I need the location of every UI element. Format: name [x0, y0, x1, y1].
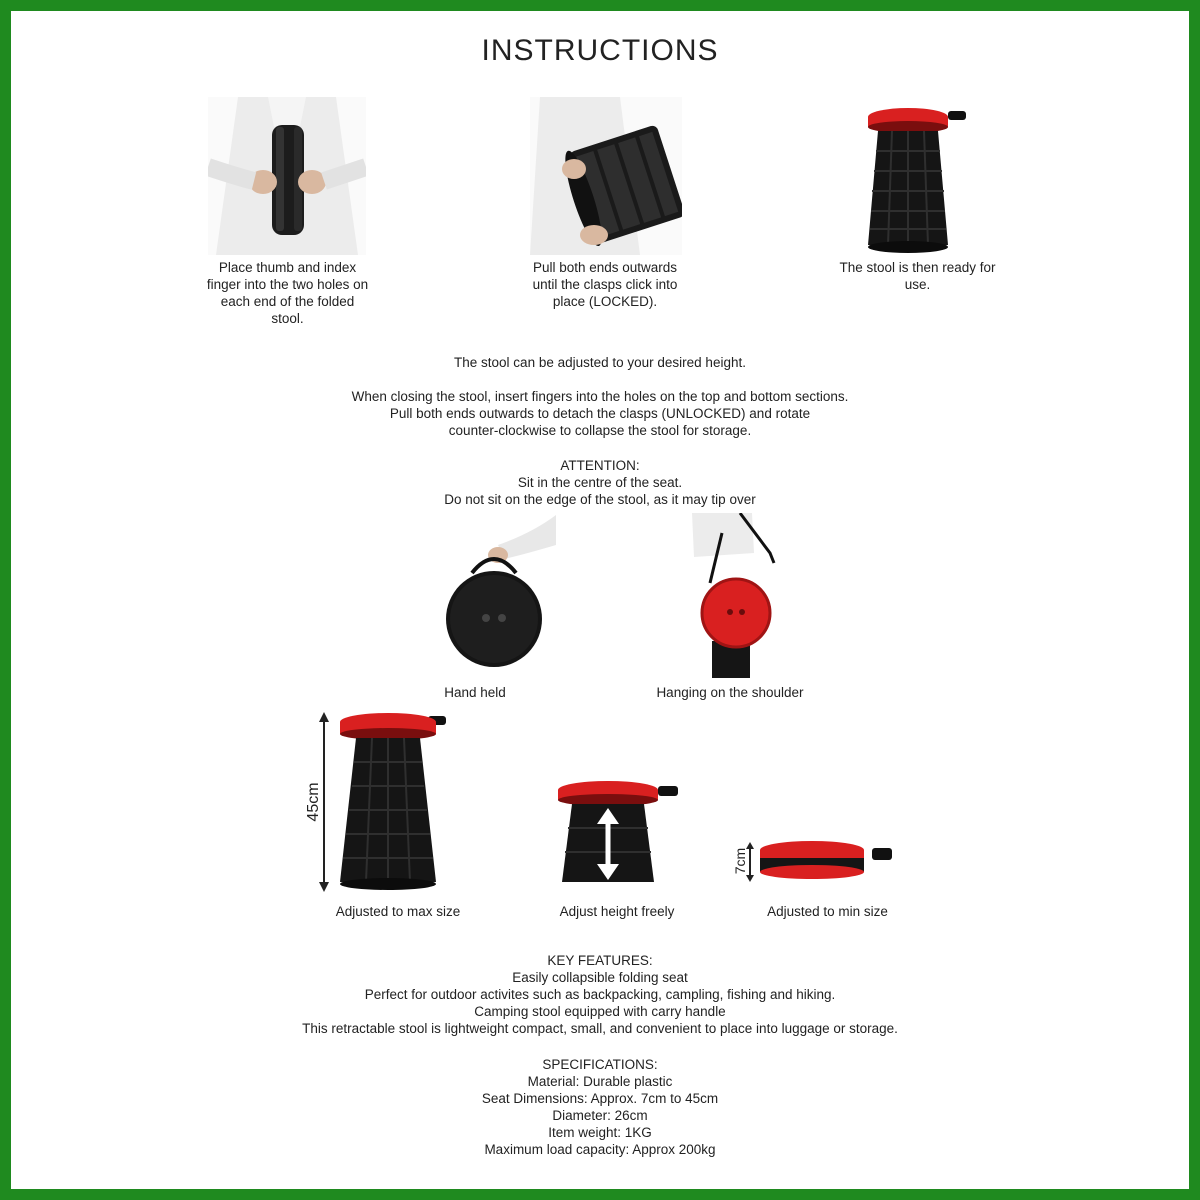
step-3-caption: The stool is then ready for use. [839, 260, 996, 292]
shoulder-photo [692, 513, 782, 678]
feature-item: Easily collapsible folding seat [512, 970, 688, 985]
spec-item: Item weight: 1KG [548, 1125, 652, 1140]
spec-item: Diameter: 26cm [552, 1108, 648, 1123]
page-title: INSTRUCTIONS [481, 34, 719, 67]
key-features-heading: KEY FEATURES: [547, 953, 653, 968]
feature-item: This retractable stool is lightweight compact, small, and convenient to place into luggage or storage. [302, 1021, 898, 1036]
key-features [0, 952, 1200, 1037]
hand-held-caption: Hand held [444, 685, 506, 700]
closing-note: When closing the stool, insert fingers into the holes on the top and bottom sections. Pull both ends outwards to detach the clasps (UNLOCKED) and rotate counter-clockwise to collapse the stool for storage. [351, 389, 849, 438]
adjust-freely-caption: Adjust height freely [559, 904, 675, 919]
shoulder-caption: Hanging on the shoulder [656, 685, 804, 700]
attention-note: ATTENTION: Sit in the centre of the seat. Do not sit on the edge of the stool, as it may tip over [444, 458, 756, 507]
adjustable-photo [556, 778, 682, 886]
step-3-photo [866, 107, 970, 257]
max-size-caption: Adjusted to max size [335, 904, 461, 919]
adjust-note: The stool can be adjusted to your desired height. [454, 355, 746, 370]
min-size-photo [730, 836, 895, 888]
step-2-photo [530, 97, 682, 255]
step-1-photo [208, 97, 366, 255]
spec-item: Seat Dimensions: Approx. 7cm to 45cm [481, 1091, 719, 1106]
specifications-heading: SPECIFICATIONS: [542, 1057, 658, 1072]
specifications [0, 1056, 1200, 1158]
feature-item: Perfect for outdoor activites such as backpacking, campling, fishing and hiking. [364, 987, 836, 1002]
min-size-caption: Adjusted to min size [767, 904, 888, 919]
spec-item: Material: Durable plastic [527, 1074, 673, 1089]
max-size-dimension: 45cm [305, 782, 322, 822]
spec-item: Maximum load capacity: Approx 200kg [484, 1142, 716, 1157]
min-size-dimension: 7cm [732, 847, 748, 875]
step-2-caption: Pull both ends outwards until the clasps click into place (LOCKED). [532, 260, 678, 309]
step-1-caption: Place thumb and index finger into the two holes on each end of the folded stool. [206, 260, 369, 326]
feature-item: Camping stool equipped with carry handle [474, 1004, 726, 1019]
hand-held-photo [432, 515, 556, 670]
